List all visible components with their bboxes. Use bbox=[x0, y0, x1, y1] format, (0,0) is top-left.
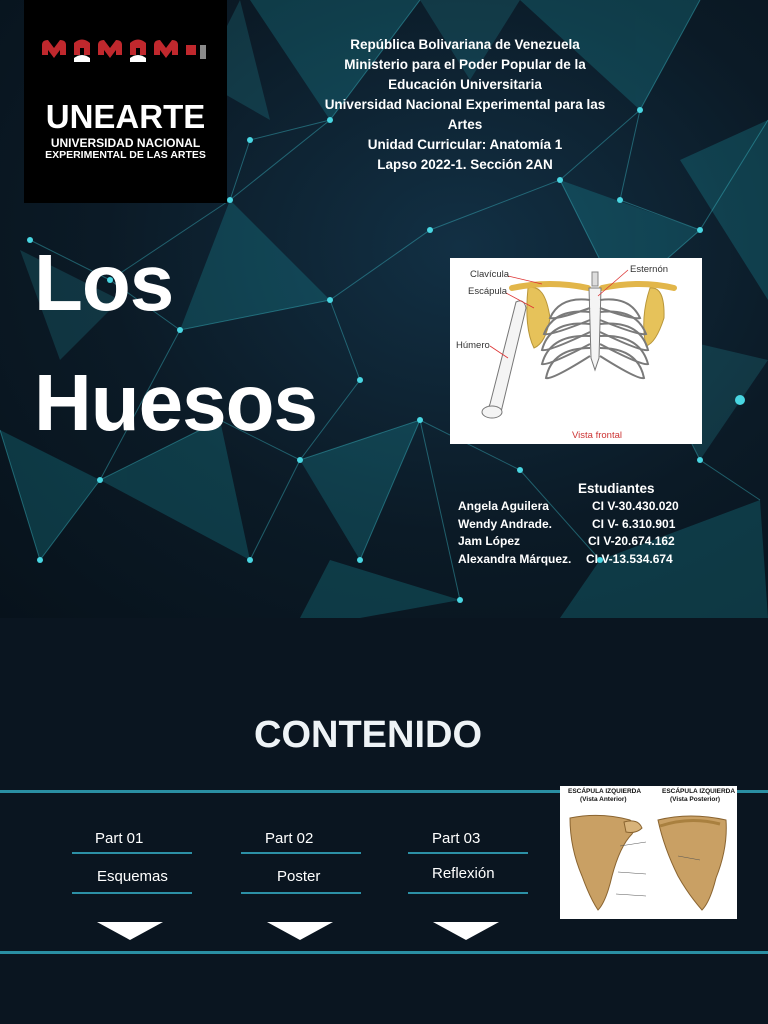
institution-line: Artes bbox=[447, 117, 483, 132]
student-name: Angela Aguilera bbox=[458, 499, 549, 513]
unearte-logo bbox=[24, 0, 227, 203]
institution-line: Unidad Curricular: Anatomía 1 bbox=[367, 137, 563, 152]
student-name: Jam López bbox=[458, 534, 521, 548]
part-01-arrow-icon[interactable] bbox=[97, 922, 163, 940]
divider-bottom bbox=[0, 951, 768, 954]
student-ci: CI V- 6.310.901 bbox=[592, 516, 676, 531]
scapula-left-title: ESCÁPULA IZQUIERDA bbox=[568, 788, 642, 795]
logo-name: UNEARTE bbox=[45, 98, 206, 135]
part-01-number: Part 01 bbox=[95, 830, 144, 847]
label-vista-frontal: Vista frontal bbox=[572, 430, 622, 441]
student-ci: CI V-30.430.020 bbox=[592, 499, 679, 513]
logo-line-1: UNIVERSIDAD NACIONAL bbox=[50, 136, 201, 150]
scapula-illustration bbox=[560, 786, 737, 919]
logo-line-2: EXPERIMENTAL DE LAS ARTES bbox=[45, 149, 206, 161]
scapula-figure bbox=[560, 786, 737, 919]
part-01-underline bbox=[72, 852, 192, 854]
part-01-link[interactable]: Esquemas bbox=[97, 868, 168, 885]
institution-line: Ministerio para el Poder Popular de la bbox=[344, 57, 586, 72]
institution-line: Lapso 2022-1. Sección 2AN bbox=[377, 157, 553, 172]
student-ci: CI V-20.674.162 bbox=[588, 534, 675, 548]
institution-line: República Bolivariana de Venezuela bbox=[350, 37, 580, 52]
logo-emblem-icon bbox=[24, 0, 227, 100]
part-02-arrow-icon[interactable] bbox=[267, 922, 333, 940]
part-03-number: Part 03 bbox=[432, 830, 481, 847]
label-clavicula: Clavícula bbox=[470, 269, 510, 280]
title-line-1: Los bbox=[34, 238, 174, 327]
students-heading: Estudiantes bbox=[578, 481, 655, 496]
skeleton-figure bbox=[450, 258, 702, 444]
part-03-arrow-icon[interactable] bbox=[433, 922, 499, 940]
student-name: Alexandra Márquez. bbox=[458, 551, 572, 566]
label-escapula: Escápula bbox=[468, 286, 508, 297]
scapula-right-title: ESCÁPULA IZQUIERDA bbox=[662, 788, 736, 795]
part-03-link[interactable]: Reflexión bbox=[432, 865, 495, 882]
label-esternon: Esternón bbox=[630, 264, 669, 275]
contents-title: CONTENIDO bbox=[254, 714, 482, 756]
title-line-2: Huesos bbox=[34, 358, 317, 447]
part-02-underline-2 bbox=[241, 892, 361, 894]
student-name: Wendy Andrade. bbox=[458, 516, 553, 531]
part-02-number: Part 02 bbox=[265, 830, 314, 847]
student-ci: CI V-13.534.674 bbox=[586, 551, 673, 566]
part-02-link[interactable]: Poster bbox=[277, 868, 321, 885]
institution-line: Universidad Nacional Experimental para las bbox=[324, 97, 606, 112]
institution-block bbox=[300, 35, 630, 175]
part-03-underline-2 bbox=[408, 892, 528, 894]
scapula-left-subtitle: (Vista Anterior) bbox=[580, 796, 627, 803]
part-02-underline bbox=[241, 852, 361, 854]
part-01-underline-2 bbox=[72, 892, 192, 894]
institution-line: Educación Universitaria bbox=[388, 77, 542, 92]
label-humero: Húmero bbox=[456, 340, 490, 351]
scapula-right-subtitle: (Vista Posterior) bbox=[670, 796, 721, 803]
part-03-underline bbox=[408, 852, 528, 854]
